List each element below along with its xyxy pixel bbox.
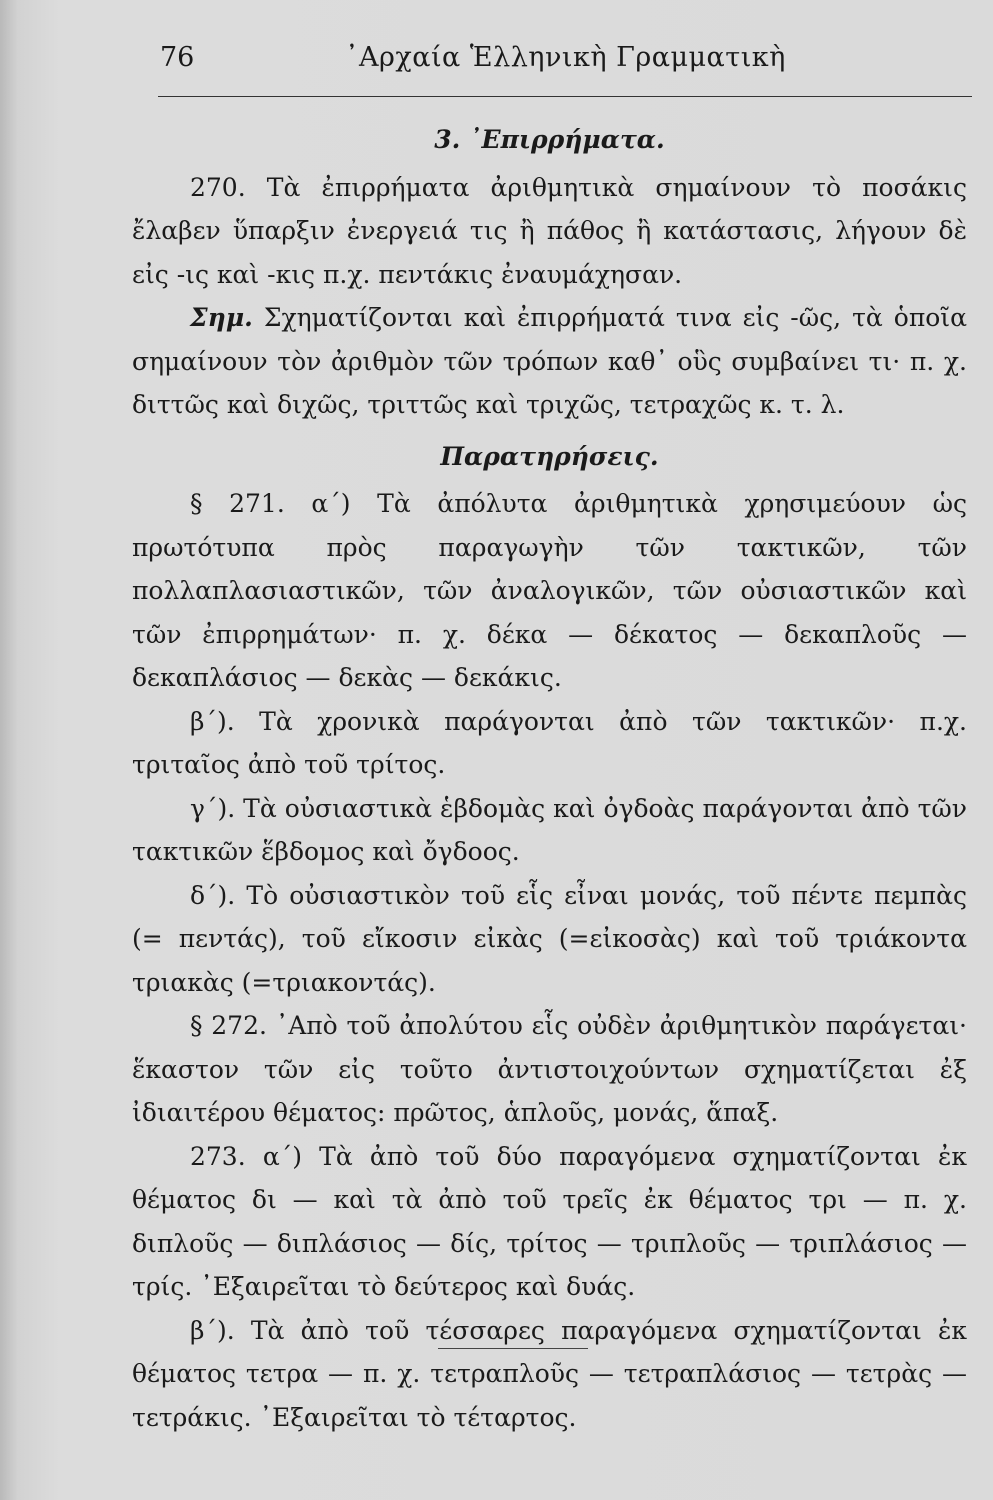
footer-rule	[438, 1348, 588, 1349]
section-heading-remarks: Παρατηρήσεις.	[440, 441, 659, 471]
paragraph-271c: γ΄). Τὰ οὐσιαστικὰ ἑβδομὰς καὶ ὀγδοὰς παράγονται ἀπὸ τῶν τακτικῶν ἕβδομος καὶ ὄγδοος.	[132, 793, 967, 866]
note-paragraph	[132, 296, 967, 427]
note-text: Σχηματίζονται καὶ ἐπιρρήματά τινα εἰς -ῶς, τὰ ὁποῖα σημαίνουν τὸν ἀριθμὸν τῶν τρόπων καθ᾿ οὓς συμβαίνει τι· π. χ. διττῶς καὶ διχῶς, τριττῶς καὶ τριχῶς, τετραχῶς κ. τ. λ.	[132, 303, 967, 419]
paragraph-270: 270. Τὰ ἐπιρρήματα ἀριθμητικὰ σημαίνουν τὸ ποσάκις ἔλαβεν ὕπαρξιν ἐνεργειά τις ἢ πάθος ἢ κατάστασις, λήγουν δὲ εἰς -ις καὶ -κις π.χ. πεντάκις ἐναυμάχησαν.	[132, 172, 967, 289]
note-label: Σημ.	[190, 303, 253, 332]
paragraph-273a: 273. α΄) Τὰ ἀπὸ τοῦ δύο παραγόμενα σχηματίζονται ἐκ θέματος δι — καὶ τὰ ἀπὸ τοῦ τρεῖς ἐκ θέματος τρι — π. χ. διπλοῦς — διπλάσιος — δίς, τρίτος — τριπλοῦς — τριπλάσιος — τρίς. ᾿Εξαιρεῖται τὸ δεύτερος καὶ δυάς.	[132, 1141, 967, 1301]
header-rule	[158, 96, 972, 97]
page-body	[132, 118, 967, 1439]
running-title: ᾿Αρχαία Ἑλληνικὴ Γραμματικὴ	[345, 42, 786, 73]
page-header	[160, 40, 970, 90]
paragraph-272: § 272. ᾿Απὸ τοῦ ἀπολύτου εἷς οὐδὲν ἀριθμητικὸν παράγεται· ἕκαστον τῶν εἰς τοῦτο ἀντιστοιχούντων σχηματίζεται ἐξ ἰδιαιτέρου θέματος: πρῶτος, ἁπλοῦς, μονάς, ἅπαξ.	[132, 1011, 967, 1127]
paragraph-271b: β΄). Τὰ χρονικὰ παράγονται ἀπὸ τῶν τακτικῶν· π.χ. τριταῖος ἀπὸ τοῦ τρίτος.	[132, 706, 967, 779]
paragraph-273b: β΄). Τὰ ἀπὸ τοῦ τέσσαρες παραγόμενα σχηματίζονται ἐκ θέματος τετρα — π. χ. τετραπλοῦς — τετραπλάσιος — τετρὰς — τετράκις. ᾿Εξαιρεῖται τὸ τέταρτος.	[132, 1315, 967, 1432]
page-number: 76	[160, 42, 195, 73]
paragraph-271a: § 271. α΄) Τὰ ἀπόλυτα ἀριθμητικὰ χρησιμεύουν ὡς πρωτότυπα πρὸς παραγωγὴν τῶν τακτικῶν, τῶν πολλαπλασιαστικῶν, τῶν ἀναλογικῶν, τῶν οὐσιαστικῶν καὶ τῶν ἐπιρρημάτων· π. χ. δέκα — δέκατος — δεκαπλοῦς — δεκαπλάσιος — δεκὰς — δεκάκις.	[132, 489, 967, 692]
section-heading-adverbs: 3. ᾿Επιρρήματα.	[434, 125, 665, 154]
paragraph-271d: δ΄). Τὸ οὐσιαστικὸν τοῦ εἷς εἶναι μονάς, τοῦ πέντε πεμπὰς (= πεντάς), τοῦ εἴκοσιν εἰκὰς (=εἰκοσὰς) καὶ τοῦ τριάκοντα τριακὰς (=τριακοντάς).	[132, 880, 967, 997]
